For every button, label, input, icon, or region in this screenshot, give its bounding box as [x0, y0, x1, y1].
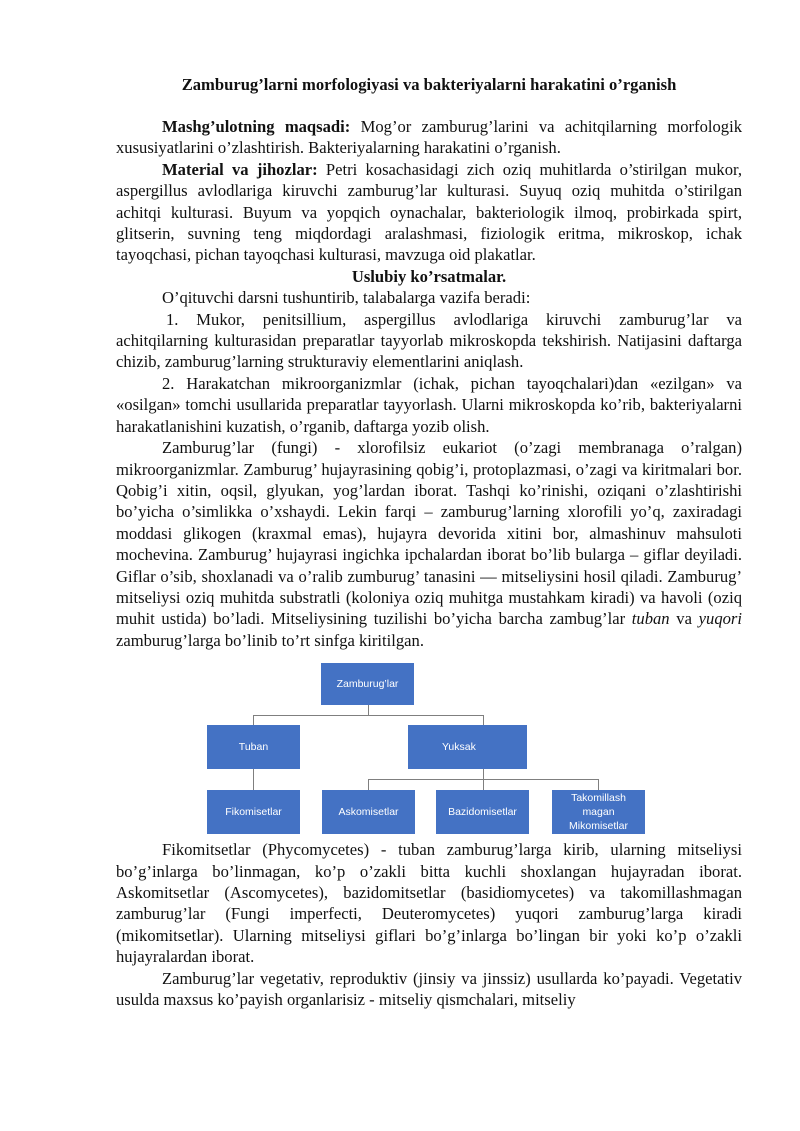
method-heading: Uslubiy ko’rsatmalar. — [351, 266, 507, 286]
fungi-classification-diagram — [116, 657, 742, 835]
document-title: Zamburug’larni morfologiyasi va bakteriyalarni harakatini o’rganish — [181, 75, 677, 94]
connector-to-tuban — [253, 715, 254, 725]
fungi-tuban: tuban — [631, 609, 670, 629]
goal-paragraph — [116, 116, 742, 159]
diagram-box-yuksak: Yuksak — [408, 725, 527, 769]
paragraph-fikomitsetlar: Fikomitsetlar (Phycomycetes) - tuban zamburug’larga kirib, ularning mitseliysi bo’g’inlarga bo’linmagan, ko’p o’zakli bitta kuchli shoxlangan hujayradan iborat. Askomitsetlar (Ascomycetes), bazidomitsetlar (basidiomycetes) va takomillashmagan zamburug’lar (Fungi imperfecti, Deuteromycetes) yuqori zamburug’larga kiradi (mikomitsetlar). Ularning mitseliysi giflari bo’g’inlarga bo’lingan bir yoki ko’p o’zakli hujayralardan iborat. — [116, 840, 742, 967]
materials-paragraph — [116, 159, 742, 266]
connector-to-bazidomisetlar — [483, 779, 484, 790]
connector-tuban-down — [253, 769, 254, 790]
materials-text: Petri kosachasidagi zich oziq muhitlarda o’stirilgan mukor, aspergillus avlodlariga kiruvchi zamburug’lar kulturasi. Suyuq oziq muhitda o’stirilgan achitqi kulturasi. Buyum va yopqich oynachalar, bakteriologik ilmoq, probirkada spirt, glitserin, suvning teng miqdordagi aralashmasi, fiziologik eritma, mikroskop, ichak tayoqchasi, pichan tayoqchasi kulturasi, mavzuga oid plakatlar. — [116, 159, 742, 265]
paragraph-reproduction: Zamburug’lar vegetativ, reproduktiv (jinsiy va jinssiz) usullarda ko’payadi. Vegetativ usulda maxsus ko’payish organlarisiz - mitseliy qismchalari, mitseliy — [116, 968, 742, 1009]
materials-label: Material va jihozlar: — [162, 159, 318, 179]
diagram-box-tuban: Tuban — [207, 725, 300, 769]
connector-yuksak-down — [483, 769, 484, 779]
diagram-box-bazidomisetlar: Bazidomisetlar — [436, 790, 529, 834]
paragraph-fungi-description — [116, 437, 742, 651]
diagram-box-fikomisetlar: Fikomisetlar — [207, 790, 300, 834]
diagram-box-root: Zamburug’lar — [321, 663, 414, 705]
fungi-va: va — [669, 609, 699, 629]
paragraph-task-1: 1. Mukor, penitsillium, aspergillus avlodlariga kiruvchi zamburug’lar va achitqilarning kulturasidan preparatlar tayyorlab mikroskopda tekshirish. Natijasini daftarga chizib, zamburug’larning strukturaviy elementlarini aniqlash. — [116, 309, 742, 372]
connector-root-down — [368, 705, 369, 715]
diagram-box-takomillash-magan: Takomillash magan Mikomisetlar — [552, 790, 645, 834]
goal-label: Mashg’ulotning maqsadi: — [162, 117, 351, 136]
paragraph-task-2: 2. Harakatchan mikroorganizmlar (ichak, pichan tayoqchalari)dan «ezilgan» va «osilgan» tomchi usullarida preparatlar tayyorlash. Ularni mikroskopda ko’rib, bakteriyalarni harakatlanishini kuzatish, o’rganib, daftarga yozib olish. — [116, 373, 742, 436]
goal-text: Mog’or zamburug’larini va achitqilarning morfologik xususiyatlarini o’zlashtirish. Bakteriyalarning harakatini o’rganish. — [116, 117, 742, 158]
connector-to-yuksak — [483, 715, 484, 725]
diagram-box-askomisetlar: Askomisetlar — [322, 790, 415, 834]
document-page — [116, 74, 742, 1010]
connector-to-takomillash — [598, 779, 599, 790]
paragraph-task-intro: O’qituvchi darsni tushuntirib, talabalarga vazifa beradi: — [162, 288, 531, 308]
fungi-yuqori: yuqori — [698, 609, 742, 629]
fungi-text-b: zamburug’larga bo’linib to’rt sinfga kiritilgan. — [116, 630, 424, 650]
fungi-text-a: Zamburug’lar (fungi) - xlorofilsiz eukariot (o’zagi membranaga o’ralgan) mikroorganizmlar. Zamburug’ hujayrasining qobig’i, protoplazmasi, o’zagi va kiritmalari bor. Qobig’i xitin, oqsil, glyukan, yog’lardan iborat. Tashqi ko’rinishi, oziqani o’zlashtirishi bo’yicha o’simlikka o’xshaydi. Lekin farqi – zamburug’larning xlorofili yo’q, zaxiradagi moddasi glikogen (kraxmal emas), hujayra devorida xitini bor, almashinuv mahsuloti mochevina. Zamburug’ hujayrasi ingichka ipchalardan iborat bo’lib bularga – giflar deyiladi. Giflar o’sib, shoxlanadi va o’ralib zumburug’ tanasini — mitseliysini hosil qiladi. Zamburug’ mitseliysi oziq muhitda substratli (koloniya oziq muhitga mustahkam kiradi) va havoli (oziq muhit ustida) bo’ladi. Mitseliysining tuzilishi bo’yicha barcha zambug’lar — [116, 438, 742, 629]
connector-level1-bar — [253, 715, 483, 716]
connector-to-askomisetlar — [368, 779, 369, 790]
